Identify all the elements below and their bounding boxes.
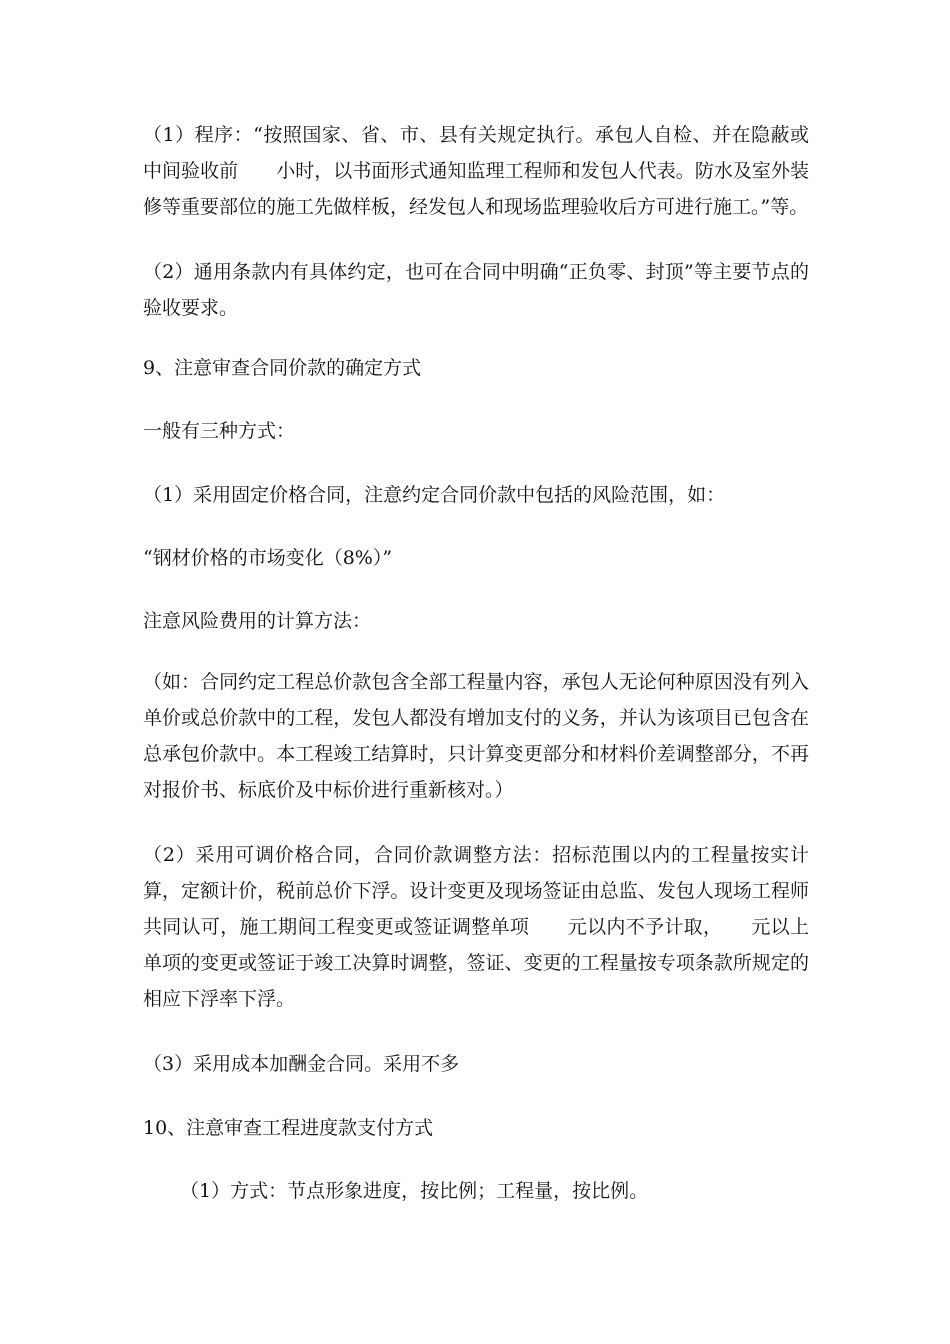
paragraph-cost-plus: （3）采用成本加酬金合同。采用不多: [143, 1053, 460, 1075]
paragraph-steel-price: “钢材价格的市场变化（8%）”: [143, 547, 393, 569]
paragraph-adjustable-price: （2）采用可调价格合同，合同价款调整方法：招标范围以内的工程量按实计算，定额计价，税前总价下浮。设计变更及现场签证由总监、发包人现场工程师共同认可，施工期间工程变更或签证调整单项 元以内不予计取， 元以上单项的变更或签证于竣工决算时调整，签证、变更的工程量按专项条款所规定的相应下浮率下浮。: [143, 844, 809, 1010]
section-heading-10: 10、注意审查工程进度款支付方式: [143, 1117, 434, 1139]
paragraph-example-note: （如：合同约定工程总价款包含全部工程量内容，承包人无论何种原因没有列入单价或总价款中的工程，发包人都没有增加支付的义务，并认为该项目已包含在总承包价款中。本工程竣工结算时，只计算变更部分和材料价差调整部分，不再对报价书、标底价及中标价进行重新核对。）: [143, 671, 809, 801]
paragraph-three-methods: 一般有三种方式：: [143, 420, 296, 442]
paragraph-general-terms: （2）通用条款内有具体约定，也可在合同中明确“正负零、封顶”等主要节点的验收要求。: [143, 261, 809, 319]
paragraph-inspection-procedure: （1）程序：“按照国家、省、市、县有关规定执行。承包人自检、并在隐蔽或中间验收前 小时，以书面形式通知监理工程师和发包人代表。防水及室外装修等重要部位的施工先做样板，经发包人和现场监理验收后方可进行施工。”等。: [143, 124, 809, 218]
paragraph-payment-method: （1）方式：节点形象进度，按比例；工程量，按比例。: [180, 1180, 649, 1202]
paragraph-risk-calc: 注意风险费用的计算方法：: [143, 610, 372, 632]
section-heading-9: 9、注意审查合同价款的确定方式: [143, 357, 422, 379]
paragraph-fixed-price: （1）采用固定价格合同，注意约定合同价款中包括的风险范围，如：: [143, 484, 726, 506]
